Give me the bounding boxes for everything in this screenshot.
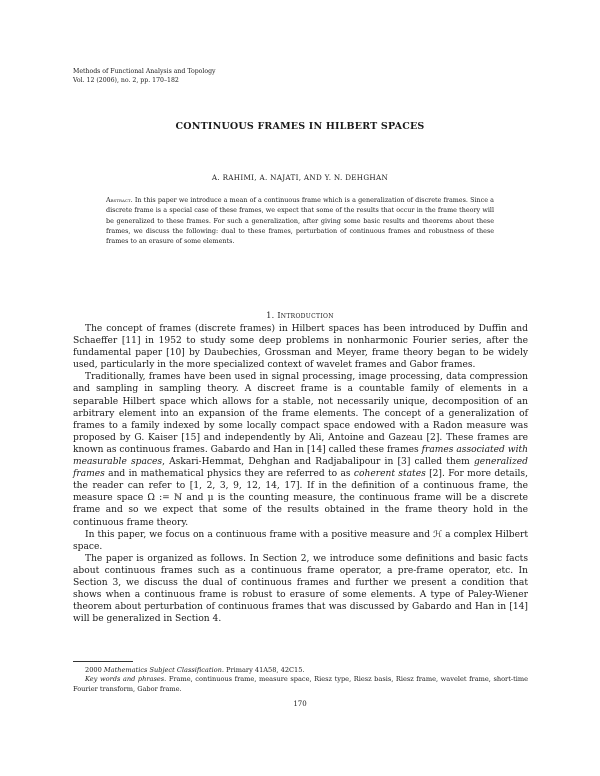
footnote-rule bbox=[73, 661, 133, 662]
msc-codes: Primary 41A58, 42C15. bbox=[226, 666, 305, 674]
paragraph-2-part-a: Traditionally, frames have been used in signal processing, image processing, data compression and sampling in sampling theory. A discreet frame is a countable family of elements in a separable Hilbert space which allows for a stable, not necessarily unique, decomposition of an arbitrary element into an expansion of the frame elements. The concept of a generalization of frames to a family indexed by some locally compact space endowed with a Radon measure was proposed by G. Kaiser [15] and independently by Ali, Antoine and Gazeau [2]. These frames are known as continuous frames. Gabardo and Han in [14] called these frames bbox=[73, 372, 528, 455]
paragraph-2-part-c: and in mathematical physics they are referred to as bbox=[104, 469, 354, 480]
journal-volume: Vol. 12 (2006), no. 2, pp. 170–182 bbox=[73, 77, 179, 84]
paragraph-2-part-d: [2]. For more details, the reader can refer to [1, 2, 3, 9, 12, 14, 17]. If in the definition of a continuous frame, the measure space Ω := ℕ and μ is the counting measure, the continuous frame will be a discrete frame and so we expect that some of the results obtained in the frame theory hold in the continuous frame theory. bbox=[73, 469, 528, 528]
abstract-label: Abstract. bbox=[106, 196, 133, 204]
abstract-text: In this paper we introduce a mean of a continuous frame which is a generalization of discrete frames. Since a discrete frame is a special case of these frames, we expect that some of the results that occur in the frame theory will be generalized to these frames. For such a generalization, after giving some basic results and theorems about these frames, we discuss the following: dual to these frames, perturbation of continuous frames and robustness of these frames to an erasure of some elements. bbox=[106, 196, 494, 246]
footnote-keywords bbox=[73, 675, 528, 694]
keywords-text: Frame, continuous frame, measure space, Riesz type, Riesz basis, Riesz frame, wavelet frame, short-time Fourier transform, Gabor frame. bbox=[73, 675, 528, 693]
paragraph-2-part-b: , Askari-Hemmat, Dehghan and Radjabalipour in [3] called them bbox=[162, 457, 474, 468]
page-number: 170 bbox=[293, 700, 307, 708]
paragraph-1: The concept of frames (discrete frames) in Hilbert spaces has been introduced by Duffin and Schaeffer [11] in 1952 to study some deep problems in nonharmonic Fourier series, after the fundamental paper [10] by Daubechies, Grossman and Meyer, frame theory began to be widely used, particularly in the more specialized context of wavelet frames and Gabor frames. bbox=[73, 324, 528, 371]
section-heading bbox=[0, 311, 600, 320]
paragraph-3: In this paper, we focus on a continuous frame with a positive measure and ℋ a complex Hilbert space. bbox=[73, 529, 528, 552]
abstract bbox=[106, 195, 494, 246]
paragraph-2-emphasis-3: coherent states bbox=[353, 469, 426, 480]
paragraph-2 bbox=[73, 371, 528, 528]
section-name: Introduction bbox=[277, 311, 334, 320]
msc-label: Mathematics Subject Classification. bbox=[103, 666, 224, 674]
journal-name: Methods of Functional Analysis and Topology bbox=[73, 68, 216, 75]
footnotes bbox=[73, 666, 528, 694]
msc-year: 2000 bbox=[85, 666, 102, 674]
keywords-label: Key words and phrases. bbox=[85, 675, 167, 684]
paragraph-4: The paper is organized as follows. In Section 2, we introduce some definitions and basic facts about continuous frames such as a continuous frame operator, a pre-frame operator, etc. In Section 3, we discuss the dual of continuous frames and further we present a condition that shows when a continuous frame is robust to erasure of some elements. A type of Paley-Wiener theorem about perturbation of continuous frames that was discussed by Gabardo and Han in [14] will be generalized in Section 4. bbox=[73, 553, 528, 625]
paragraph-2-emphasis-2: generalized frames bbox=[73, 457, 528, 480]
paper-title: CONTINUOUS FRAMES IN HILBERT SPACES bbox=[175, 121, 425, 132]
paper-authors: A. RAHIMI, A. NAJATI, AND Y. N. DEHGHAN bbox=[211, 173, 389, 182]
footnote-msc bbox=[73, 666, 528, 675]
body-text bbox=[73, 323, 528, 625]
section-number: 1. bbox=[266, 311, 275, 320]
journal-header bbox=[73, 67, 216, 85]
paragraph-2-emphasis-1: frames associated with measurable spaces bbox=[73, 444, 528, 468]
